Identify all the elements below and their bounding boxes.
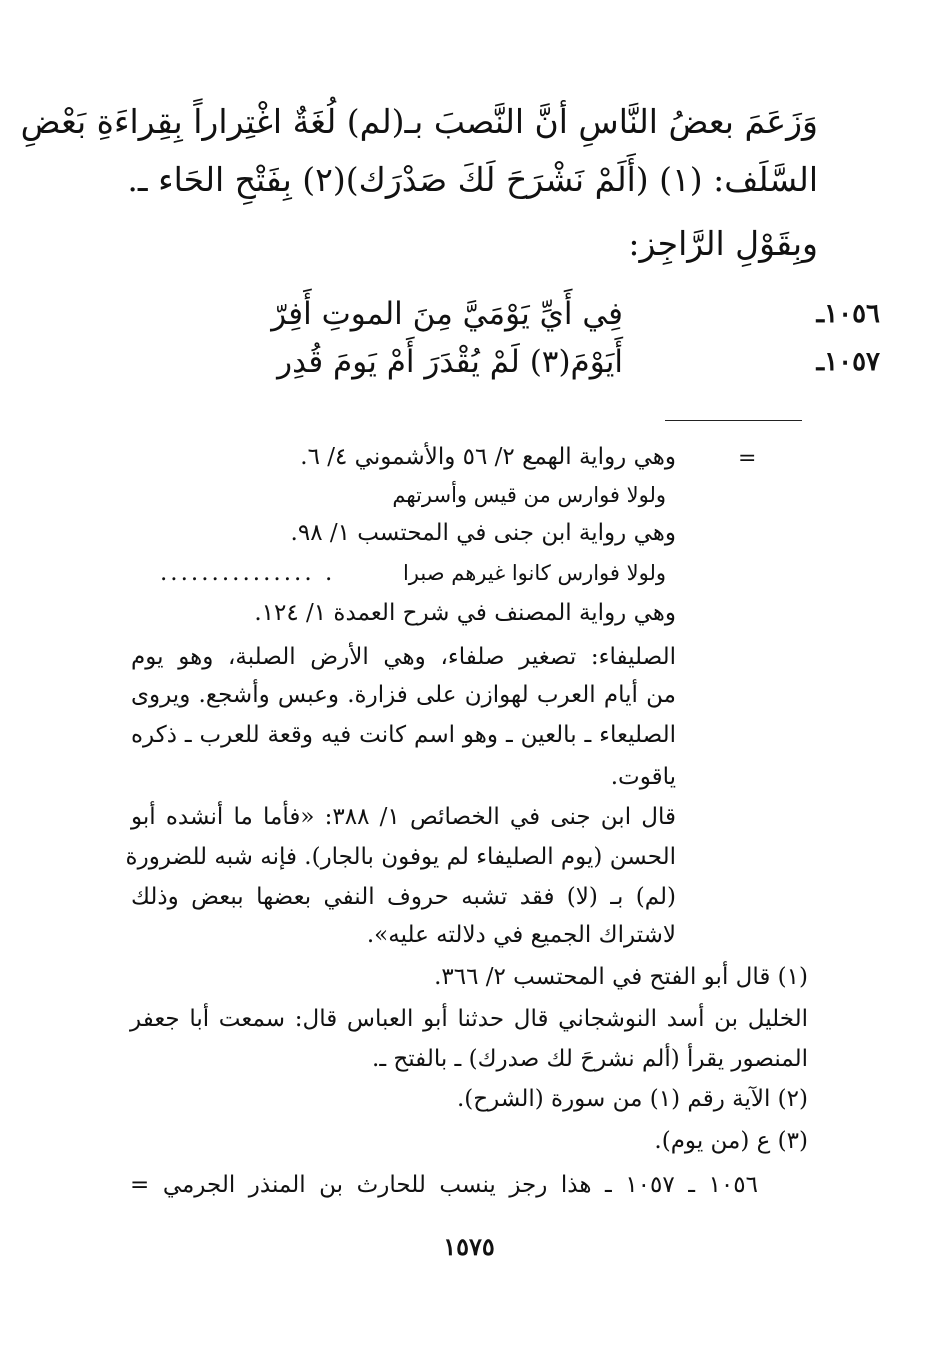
main-text-line-3: وبِقَوْلِ الرَّاجِز: [628,224,818,263]
footnote-line: وهي رواية ابن جنى في المحتسب ١/ ٩٨. [290,520,676,546]
main-text-line-1: وَزَعَمَ بعضُ النَّاسِ أنَّ النَّصبَ بـ(لم) لُغَةٌ اغْتِراراً بِقِراءَةِ بَعْضِ [20,102,818,141]
footnote-2: (٢) الآية رقم (١) من سورة (الشرح). [457,1086,808,1112]
continuation-mark: = [738,446,757,471]
footnote-verse-line: ولولا فوارس كانوا غيرهم صبرا [402,561,666,585]
footnote-paragraph-line: قال ابن جنى في الخصائص ١/ ٣٨٨: «فأما ما أنشده أبو [131,804,677,830]
footnote-paragraph-line: من أيام العرب لهوازن على فزارة. وعبس وأشجع. ويروى [131,682,676,708]
page-number: ١٥٧٥ [443,1232,495,1261]
footnote-3: (٣) ع (من يوم). [654,1128,808,1154]
verse-text: أَيَوْمَ(٣) لَمْ يُقْدَرَ أَمْ يَومَ قُدِر [277,344,623,380]
footnote-line: وهي رواية الهمع ٢/ ٥٦ والأشموني ٤/ ٦. [300,444,676,470]
footnote-1-body: الخليل بن أسد النوشجاني قال حدثنا أبو العباس قال: سمعت أبا جعفر [130,1006,808,1032]
verse-1057 [0,340,938,384]
verse-number: ١٠٥٦ـ [816,299,880,329]
verse-text: فِي أَيِّ يَوْمَيَّ مِنَ الموتِ أَفِرّ [271,296,623,332]
footnote-paragraph-line: الصليفاء: تصغير صلفاء، وهي الأرض الصلبة، وهو يوم [131,644,676,670]
footnote-dots: ............... . [160,560,336,586]
verse-attribution-note: ١٠٥٦ ـ ١٠٥٧ ـ هذا رجز ينسب للحارث بن المنذر الجرمي = [130,1172,758,1198]
footnote-1-body: المنصور يقرأ (ألم نشرحَ لك صدرك) ـ بالفتح ـ. [372,1046,808,1072]
footnote-paragraph-line: الحسن (يوم الصليفاء لم يوفون بالجار). فإنه شبه للضرورة [125,844,676,870]
footnote-paragraph-end: لاشتراك الجميع في دلالته عليه». [366,922,676,948]
main-text-line-2: السَّلَف: (١) (أَلَمْ نَشْرَحَ لَكَ صَدْرَك)(٢) بِفَتْحِ الحَاء ـ. [127,160,818,199]
footnote-1: (١) قال أبو الفتح في المحتسب ٢/ ٣٦٦. [434,964,808,990]
footnote-paragraph-line: الصليعاء ـ بالعين ـ وهو اسم كانت فيه وقعة للعرب ـ ذكره [131,722,676,748]
footnote-line: وهي رواية المصنف في شرح العمدة ١/ ١٢٤. [254,600,676,626]
verse-1056 [0,292,938,336]
verse-number: ١٠٥٧ـ [816,347,880,377]
footnote-verse-line: ولولا فوارس من قيس وأسرتهم [392,483,666,507]
footnote-paragraph-line: (لم) بـ (لا) فقد تشبه حروف النفي بعضها ببعض وذلك [131,884,676,910]
footnote-divider [665,420,802,421]
footnote-paragraph-end: ياقوت. [610,764,676,790]
